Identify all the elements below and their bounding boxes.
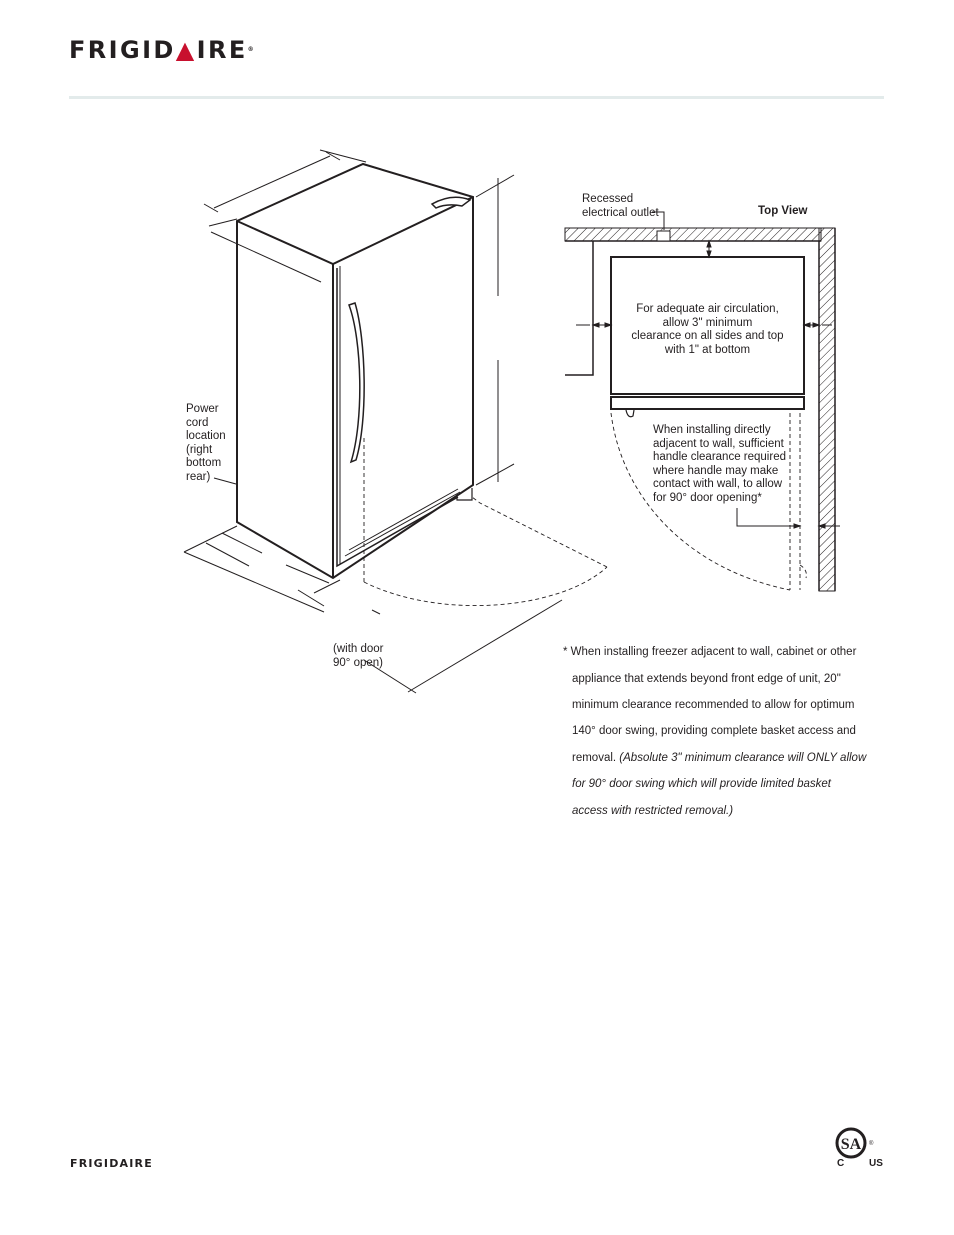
top-view-plan xyxy=(565,212,840,591)
door-open-label: (with door 90° open) xyxy=(333,643,384,669)
air-circulation-note: For adequate air circulation, allow 3" minimum clearance on all sides and top with 1" at bottom xyxy=(631,303,784,356)
freezer-isometric xyxy=(237,164,473,578)
logo-triangle-icon: ▲ xyxy=(175,36,197,64)
csa-certification-mark xyxy=(834,1126,886,1172)
csa-c-label: C xyxy=(837,1158,845,1169)
svg-text:SA: SA xyxy=(840,1136,862,1153)
csa-us-label: US xyxy=(869,1158,883,1169)
top-view-title: Top View xyxy=(758,205,808,217)
footer-brand-logo: FRIGIDAIRE xyxy=(70,1157,153,1170)
door-swing-footnote: * When installing freezer adjacent to wall, cabinet or other appliance that extends beyond front edge of unit, 20" minimum clearance recommended to allow for optimum 140° door swing, providing complete basket access and removal. (Absolute 3" minimum clearance will ONLY allow for 90° door swing which will provide limited basket access with restricted removal.) xyxy=(563,646,867,817)
power-cord-label: Power cord location (right bottom rear) xyxy=(186,403,226,483)
handle-clearance-note: When installing directly adjacent to wall, sufficient handle clearance required where handle may make contact with wall, to allow for 90° door opening* xyxy=(653,424,786,504)
recessed-outlet-label: Recessed electrical outlet xyxy=(582,193,659,219)
csa-registered-mark: ® xyxy=(869,1141,874,1147)
brand-logo: FRIGID▲IRE® xyxy=(69,36,254,64)
